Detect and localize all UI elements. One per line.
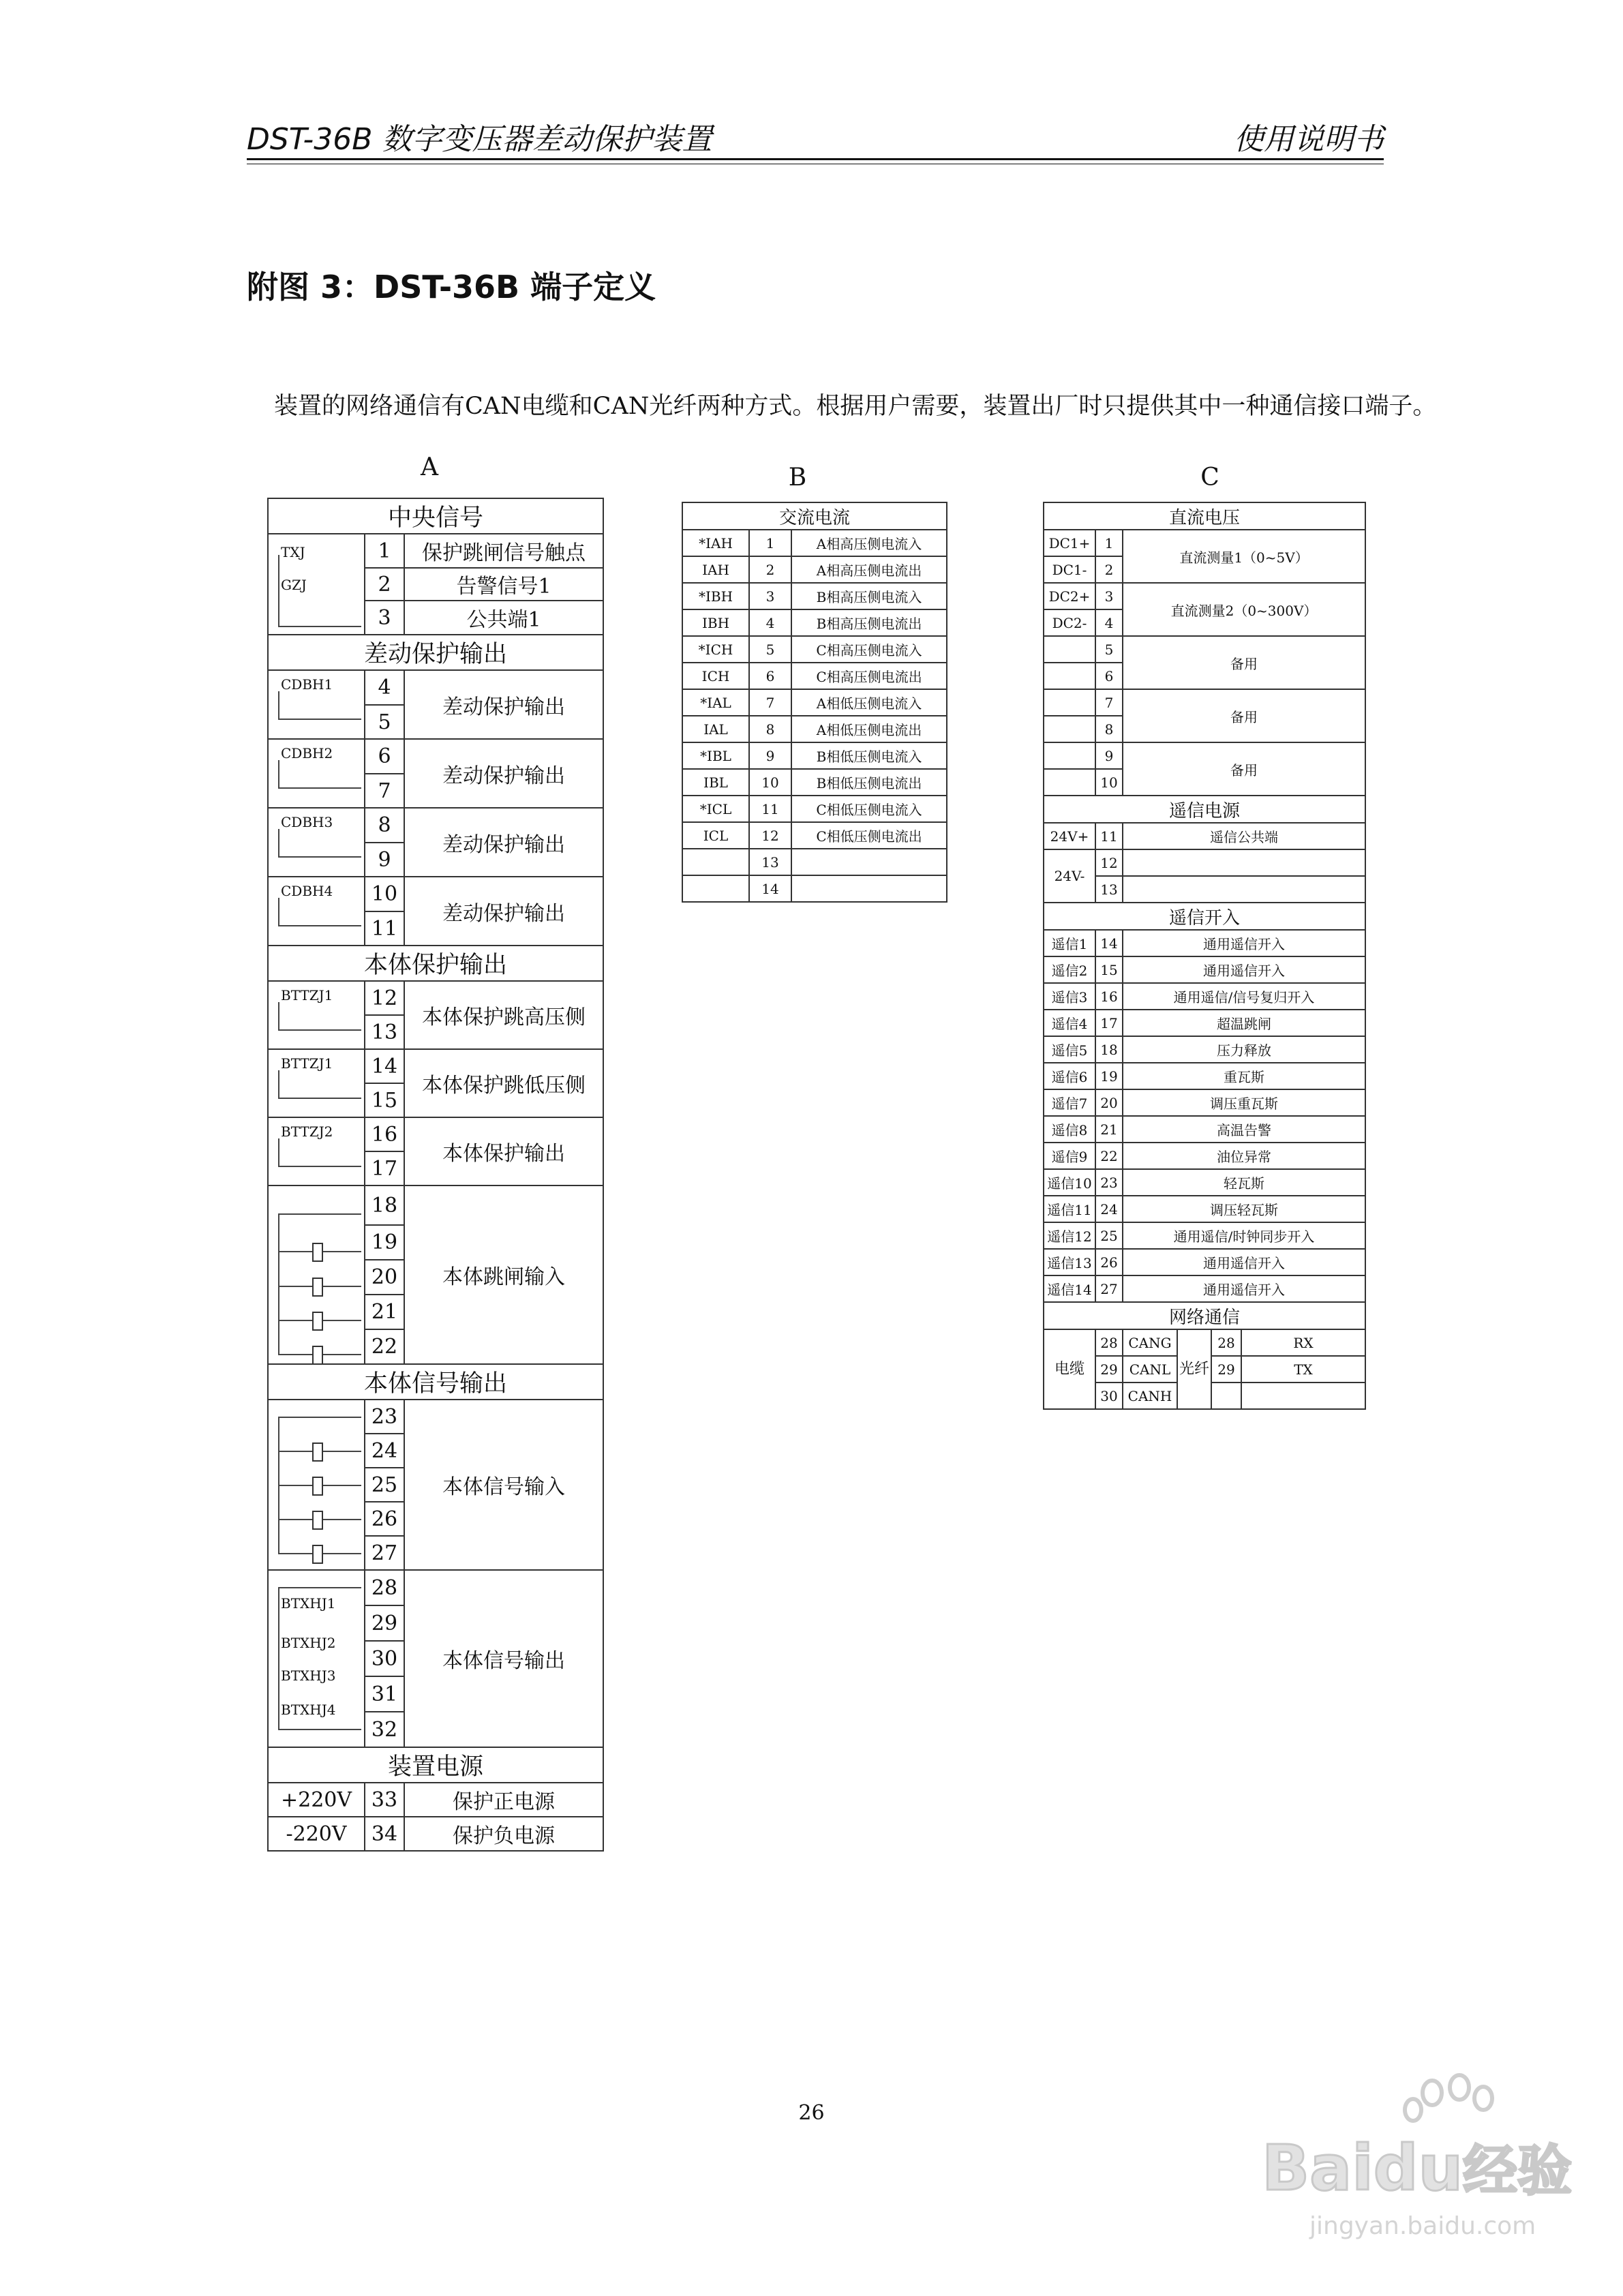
terminal-code: 遥信6 <box>1044 1063 1095 1089</box>
wire <box>278 1417 361 1418</box>
terminal-desc: 压力释放 <box>1123 1036 1365 1063</box>
section-remote-inputs: 遥信开入 <box>1044 903 1365 930</box>
terminal-desc: B相低压侧电流入 <box>791 742 947 769</box>
contact-label: CDBH4 <box>281 883 333 899</box>
contact-label: BTTZJ1 <box>281 987 333 1003</box>
terminal-number: 14 <box>749 875 791 902</box>
relay-contact-cell <box>268 808 365 877</box>
terminal-desc: 调压轻瓦斯 <box>1123 1196 1365 1222</box>
terminal-code: *IBH <box>682 583 749 609</box>
terminal-number: 14 <box>365 1049 404 1083</box>
terminal-desc: 通用遥信开入 <box>1123 1275 1365 1302</box>
terminal-desc: A相高压侧电流出 <box>791 556 947 583</box>
terminal-desc: 保护跳闸信号触点 <box>404 534 603 568</box>
terminal-table-a <box>267 498 604 1852</box>
terminal-number: 16 <box>365 1117 404 1151</box>
contact-label: CDBH2 <box>281 745 333 761</box>
terminal-desc: 超温跳闸 <box>1123 1010 1365 1036</box>
terminal-number: 27 <box>365 1536 404 1570</box>
terminal-desc: 告警信号1 <box>404 568 603 601</box>
contact-label: BTXHJ3 <box>281 1667 336 1684</box>
terminal-number: 7 <box>365 774 404 808</box>
terminal-desc: 差动保护输出 <box>404 670 603 739</box>
wire <box>278 925 361 926</box>
terminal-desc: 本体跳闸输入 <box>404 1185 603 1364</box>
section-central-signal: 中央信号 <box>268 498 603 534</box>
terminal-number: 4 <box>1095 609 1123 636</box>
input-contact-symbol <box>312 1243 323 1262</box>
terminal-desc: 直流测量1（0~5V） <box>1123 530 1365 583</box>
terminal-code: 24V+ <box>1044 823 1095 849</box>
terminal-desc: TX <box>1241 1356 1365 1383</box>
terminal-number: 3 <box>1095 583 1123 609</box>
terminal-number: 11 <box>1095 823 1123 849</box>
terminal-desc: 本体保护跳低压侧 <box>404 1049 603 1117</box>
terminal-desc: 轻瓦斯 <box>1123 1169 1365 1196</box>
contact-label: CDBH1 <box>281 676 333 693</box>
terminal-code: 遥信9 <box>1044 1143 1095 1169</box>
terminal-code: 遥信11 <box>1044 1196 1095 1222</box>
terminal-desc: 重瓦斯 <box>1123 1063 1365 1089</box>
terminal-desc: 油位异常 <box>1123 1143 1365 1169</box>
terminal-code: 遥信13 <box>1044 1249 1095 1275</box>
contact-label: BTTZJ2 <box>281 1123 333 1140</box>
terminal-code: 遥信14 <box>1044 1275 1095 1302</box>
terminal-desc: B相高压侧电流出 <box>791 609 947 636</box>
terminal-number: 1 <box>749 530 791 556</box>
terminal-number: 11 <box>749 796 791 822</box>
input-contact-symbol <box>312 1346 323 1364</box>
terminal-code <box>1044 742 1095 769</box>
terminal-desc: 高温告警 <box>1123 1116 1365 1143</box>
section-network: 网络通信 <box>1044 1302 1365 1329</box>
terminal-desc: 差动保护输出 <box>404 808 603 877</box>
terminal-code <box>1044 689 1095 716</box>
terminal-desc: 本体保护跳高压侧 <box>404 981 603 1049</box>
terminal-number: 29 <box>365 1605 404 1641</box>
section-dc-voltage: 直流电压 <box>1044 502 1365 530</box>
terminal-code <box>1044 769 1095 796</box>
terminal-code: 遥信5 <box>1044 1036 1095 1063</box>
terminal-number: 10 <box>365 877 404 911</box>
terminal-number: 22 <box>365 1329 404 1364</box>
contact-label: BTXHJ2 <box>281 1635 336 1651</box>
wire <box>278 787 361 789</box>
relay-contact-cell <box>268 1049 365 1117</box>
input-contact-symbol <box>312 1312 323 1331</box>
terminal-desc: 通用遥信开入 <box>1123 930 1365 956</box>
terminal-code: IAL <box>682 716 749 742</box>
input-contact-symbol <box>312 1477 323 1496</box>
wire <box>278 1029 361 1031</box>
terminal-code: 遥信1 <box>1044 930 1095 956</box>
wire <box>278 1002 279 1029</box>
terminal-number: 13 <box>365 1015 404 1049</box>
terminal-desc: 通用遥信/时钟同步开入 <box>1123 1222 1365 1249</box>
terminal-code: DC2+ <box>1044 583 1095 609</box>
terminal-code: *IAH <box>682 530 749 556</box>
terminal-number: 5 <box>1095 636 1123 663</box>
section-diff-output: 差动保护输出 <box>268 635 603 670</box>
terminal-desc: 本体保护输出 <box>404 1117 603 1185</box>
terminal-desc: C相低压侧电流出 <box>791 822 947 849</box>
wire <box>278 1587 361 1588</box>
page-number: 26 <box>798 2101 825 2125</box>
terminal-code: *ICL <box>682 796 749 822</box>
terminal-desc: CANH <box>1123 1383 1177 1409</box>
terminal-desc: 通用遥信开入 <box>1123 1249 1365 1275</box>
terminal-number: 9 <box>365 843 404 877</box>
wire <box>278 856 361 858</box>
section-ac-current: 交流电流 <box>682 502 947 530</box>
terminal-number: 34 <box>365 1817 404 1851</box>
terminal-code: 遥信12 <box>1044 1222 1095 1249</box>
contact-label: TXJ <box>281 544 305 560</box>
power-label: +220V <box>268 1783 365 1817</box>
terminal-number: 26 <box>1095 1249 1123 1275</box>
terminal-code: *IBL <box>682 742 749 769</box>
terminal-number: 11 <box>365 911 404 946</box>
terminal-number: 29 <box>1211 1356 1241 1383</box>
table-b-label: B <box>788 464 807 492</box>
terminal-number: 13 <box>1095 876 1123 903</box>
terminal-code: *IAL <box>682 689 749 716</box>
terminal-code: ICH <box>682 663 749 689</box>
terminal-number: 6 <box>749 663 791 689</box>
input-contacts-cell <box>268 1185 365 1364</box>
wire <box>278 1098 361 1099</box>
wire <box>278 1166 361 1167</box>
terminal-code: 遥信2 <box>1044 956 1095 983</box>
fiber-label: 光纤 <box>1177 1329 1211 1409</box>
terminal-desc: 通用遥信/信号复归开入 <box>1123 983 1365 1010</box>
terminal-number: 29 <box>1095 1356 1123 1383</box>
terminal-desc: B相高压侧电流入 <box>791 583 947 609</box>
terminal-desc: B相低压侧电流出 <box>791 769 947 796</box>
wire <box>278 1070 279 1098</box>
terminal-number: 32 <box>365 1712 404 1747</box>
terminal-number: 6 <box>365 739 404 774</box>
relay-contact-cell <box>268 877 365 946</box>
terminal-number: 27 <box>1095 1275 1123 1302</box>
terminal-desc: 备用 <box>1123 689 1365 742</box>
intro-paragraph: 装置的网络通信有CAN电缆和CAN光纤两种方式。根据用户需要，装置出厂时只提供其中一种通信接口端子。 <box>274 393 1437 420</box>
wire <box>278 1587 279 1729</box>
terminal-desc <box>1123 849 1365 876</box>
terminal-number: 19 <box>1095 1063 1123 1089</box>
terminal-number: 24 <box>365 1434 404 1468</box>
section-body-signal: 本体信号输出 <box>268 1364 603 1400</box>
terminal-desc: 备用 <box>1123 742 1365 796</box>
terminal-code: DC2- <box>1044 609 1095 636</box>
header-rule <box>247 158 1384 160</box>
terminal-code: 遥信3 <box>1044 983 1095 1010</box>
terminal-desc: 通用遥信开入 <box>1123 956 1365 983</box>
terminal-number: 16 <box>1095 983 1123 1010</box>
terminal-number: 1 <box>365 534 404 568</box>
wire <box>278 691 279 719</box>
terminal-code <box>682 875 749 902</box>
terminal-number: 4 <box>749 609 791 636</box>
terminal-number: 21 <box>1095 1116 1123 1143</box>
page-title: 附图 3：DST-36B 端子定义 <box>247 269 656 305</box>
terminal-number: 28 <box>1095 1329 1123 1356</box>
terminal-number: 25 <box>365 1468 404 1502</box>
terminal-code <box>682 849 749 875</box>
terminal-code: 遥信8 <box>1044 1116 1095 1143</box>
relay-contact-cell <box>268 739 365 808</box>
terminal-desc <box>791 849 947 875</box>
terminal-desc <box>791 875 947 902</box>
terminal-number: 12 <box>365 981 404 1015</box>
terminal-table-c <box>1043 502 1366 1410</box>
terminal-number: 28 <box>365 1570 404 1605</box>
contact-label: GZJ <box>281 577 307 593</box>
terminal-desc: CANL <box>1123 1356 1177 1383</box>
terminal-number: 7 <box>1095 689 1123 716</box>
terminal-code: 遥信4 <box>1044 1010 1095 1036</box>
terminal-number: 4 <box>365 670 404 705</box>
terminal-desc: RX <box>1241 1329 1365 1356</box>
terminal-desc: 本体信号输出 <box>404 1570 603 1747</box>
terminal-number: 13 <box>749 849 791 875</box>
terminal-desc: A相高压侧电流入 <box>791 530 947 556</box>
terminal-number: 3 <box>365 601 404 635</box>
terminal-desc: 备用 <box>1123 636 1365 689</box>
power-label: -220V <box>268 1817 365 1851</box>
relay-contact-cell <box>268 1117 365 1185</box>
watermark-suffix: 经验 <box>1463 2139 1573 2203</box>
terminal-number: 18 <box>1095 1036 1123 1063</box>
terminal-number: 1 <box>1095 530 1123 556</box>
terminal-code: IBH <box>682 609 749 636</box>
wire <box>278 1138 279 1166</box>
wire <box>278 898 279 925</box>
terminal-desc <box>1123 876 1365 903</box>
terminal-number: 10 <box>749 769 791 796</box>
wire <box>278 1729 361 1730</box>
section-body-output: 本体保护输出 <box>268 946 603 981</box>
terminal-number: 15 <box>365 1083 404 1117</box>
terminal-code <box>1044 716 1095 742</box>
terminal-desc <box>1241 1383 1365 1409</box>
central-contacts <box>268 534 365 635</box>
terminal-code <box>1044 636 1095 663</box>
terminal-desc: 差动保护输出 <box>404 739 603 808</box>
doc-header-title: DST-36B 数字变压器差动保护装置 <box>247 122 712 157</box>
contact-label: BTXHJ1 <box>281 1595 336 1612</box>
terminal-number: 23 <box>1095 1169 1123 1196</box>
terminal-number: 17 <box>1095 1010 1123 1036</box>
terminal-number: 8 <box>1095 716 1123 742</box>
terminal-number: 12 <box>749 822 791 849</box>
terminal-number: 22 <box>1095 1143 1123 1169</box>
table-a-label: A <box>421 453 438 481</box>
terminal-code: DC1- <box>1044 556 1095 583</box>
terminal-code: *ICH <box>682 636 749 663</box>
terminal-code: 遥信10 <box>1044 1169 1095 1196</box>
terminal-number: 6 <box>1095 663 1123 689</box>
terminal-number: 30 <box>1095 1383 1123 1409</box>
terminal-number: 7 <box>749 689 791 716</box>
terminal-number: 31 <box>365 1676 404 1712</box>
terminal-desc: C相低压侧电流入 <box>791 796 947 822</box>
input-contact-symbol <box>312 1545 323 1564</box>
terminal-number: 14 <box>1095 930 1123 956</box>
contact-label: CDBH3 <box>281 814 333 830</box>
terminal-code: IBL <box>682 769 749 796</box>
watermark-url: jingyan.baidu.com <box>1309 2212 1536 2240</box>
terminal-desc: 直流测量2（0~300V） <box>1123 583 1365 636</box>
terminal-number: 24 <box>1095 1196 1123 1222</box>
terminal-number: 2 <box>1095 556 1123 583</box>
terminal-desc: 保护负电源 <box>404 1817 603 1851</box>
watermark-brand: Baidu <box>1262 2132 1463 2205</box>
terminal-number: 33 <box>365 1783 404 1817</box>
terminal-number: 2 <box>749 556 791 583</box>
terminal-number: 28 <box>1211 1329 1241 1356</box>
terminal-desc: C相高压侧电流入 <box>791 636 947 663</box>
cable-label: 电缆 <box>1044 1329 1095 1409</box>
relay-contact-cell <box>268 981 365 1049</box>
terminal-table-b <box>682 502 947 903</box>
contact-label: BTXHJ4 <box>281 1702 336 1718</box>
terminal-number: 8 <box>365 808 404 843</box>
terminal-desc: 调压重瓦斯 <box>1123 1089 1365 1116</box>
terminal-desc: 本体信号输入 <box>404 1400 603 1570</box>
terminal-number <box>1211 1383 1241 1409</box>
terminal-desc: 遥信公共端 <box>1123 823 1365 849</box>
terminal-number: 5 <box>749 636 791 663</box>
input-contact-symbol <box>312 1442 323 1462</box>
terminal-number: 20 <box>365 1260 404 1295</box>
doc-header-right: 使用说明书 <box>1234 122 1384 157</box>
terminal-number: 3 <box>749 583 791 609</box>
terminal-number: 20 <box>1095 1089 1123 1116</box>
terminal-number: 23 <box>365 1400 404 1434</box>
terminal-number: 2 <box>365 568 404 601</box>
terminal-desc: A相低压侧电流入 <box>791 689 947 716</box>
section-device-power: 装置电源 <box>268 1747 603 1783</box>
wire <box>278 1213 279 1354</box>
relay-contact-cell <box>268 670 365 739</box>
terminal-desc: C相高压侧电流出 <box>791 663 947 689</box>
terminal-code: 遥信7 <box>1044 1089 1095 1116</box>
terminal-number: 30 <box>365 1641 404 1676</box>
terminal-code: ICL <box>682 822 749 849</box>
wire <box>278 719 361 720</box>
wire <box>278 555 279 626</box>
terminal-number: 5 <box>365 705 404 739</box>
terminal-number: 9 <box>1095 742 1123 769</box>
contact-label: BTTZJ1 <box>281 1055 333 1072</box>
terminal-desc: 差动保护输出 <box>404 877 603 946</box>
terminal-number: 26 <box>365 1502 404 1536</box>
input-contact-symbol <box>312 1278 323 1297</box>
terminal-number: 18 <box>365 1185 404 1225</box>
terminal-number: 9 <box>749 742 791 769</box>
terminal-number: 19 <box>365 1225 404 1260</box>
input-contact-symbol <box>312 1511 323 1530</box>
wire <box>278 829 279 856</box>
terminal-desc: 公共端1 <box>404 601 603 635</box>
signal-output-contacts-cell <box>268 1570 365 1747</box>
terminal-number: 8 <box>749 716 791 742</box>
terminal-number: 17 <box>365 1151 404 1185</box>
terminal-code: 24V- <box>1044 849 1095 903</box>
terminal-desc: 保护正电源 <box>404 1783 603 1817</box>
terminal-desc: CANG <box>1123 1329 1177 1356</box>
wire <box>278 626 361 627</box>
wire <box>278 760 279 787</box>
section-remote-power: 遥信电源 <box>1044 796 1365 823</box>
terminal-number: 10 <box>1095 769 1123 796</box>
input-contacts-cell <box>268 1400 365 1570</box>
terminal-number: 21 <box>365 1295 404 1329</box>
terminal-code: DC1+ <box>1044 530 1095 556</box>
wire <box>278 1213 361 1215</box>
terminal-number: 25 <box>1095 1222 1123 1249</box>
terminal-code: IAH <box>682 556 749 583</box>
terminal-code <box>1044 663 1095 689</box>
terminal-number: 15 <box>1095 956 1123 983</box>
baidu-jingyan-watermark <box>1262 2072 1573 2243</box>
table-c-label: C <box>1200 464 1219 492</box>
terminal-number: 12 <box>1095 849 1123 876</box>
terminal-desc: A相低压侧电流出 <box>791 716 947 742</box>
